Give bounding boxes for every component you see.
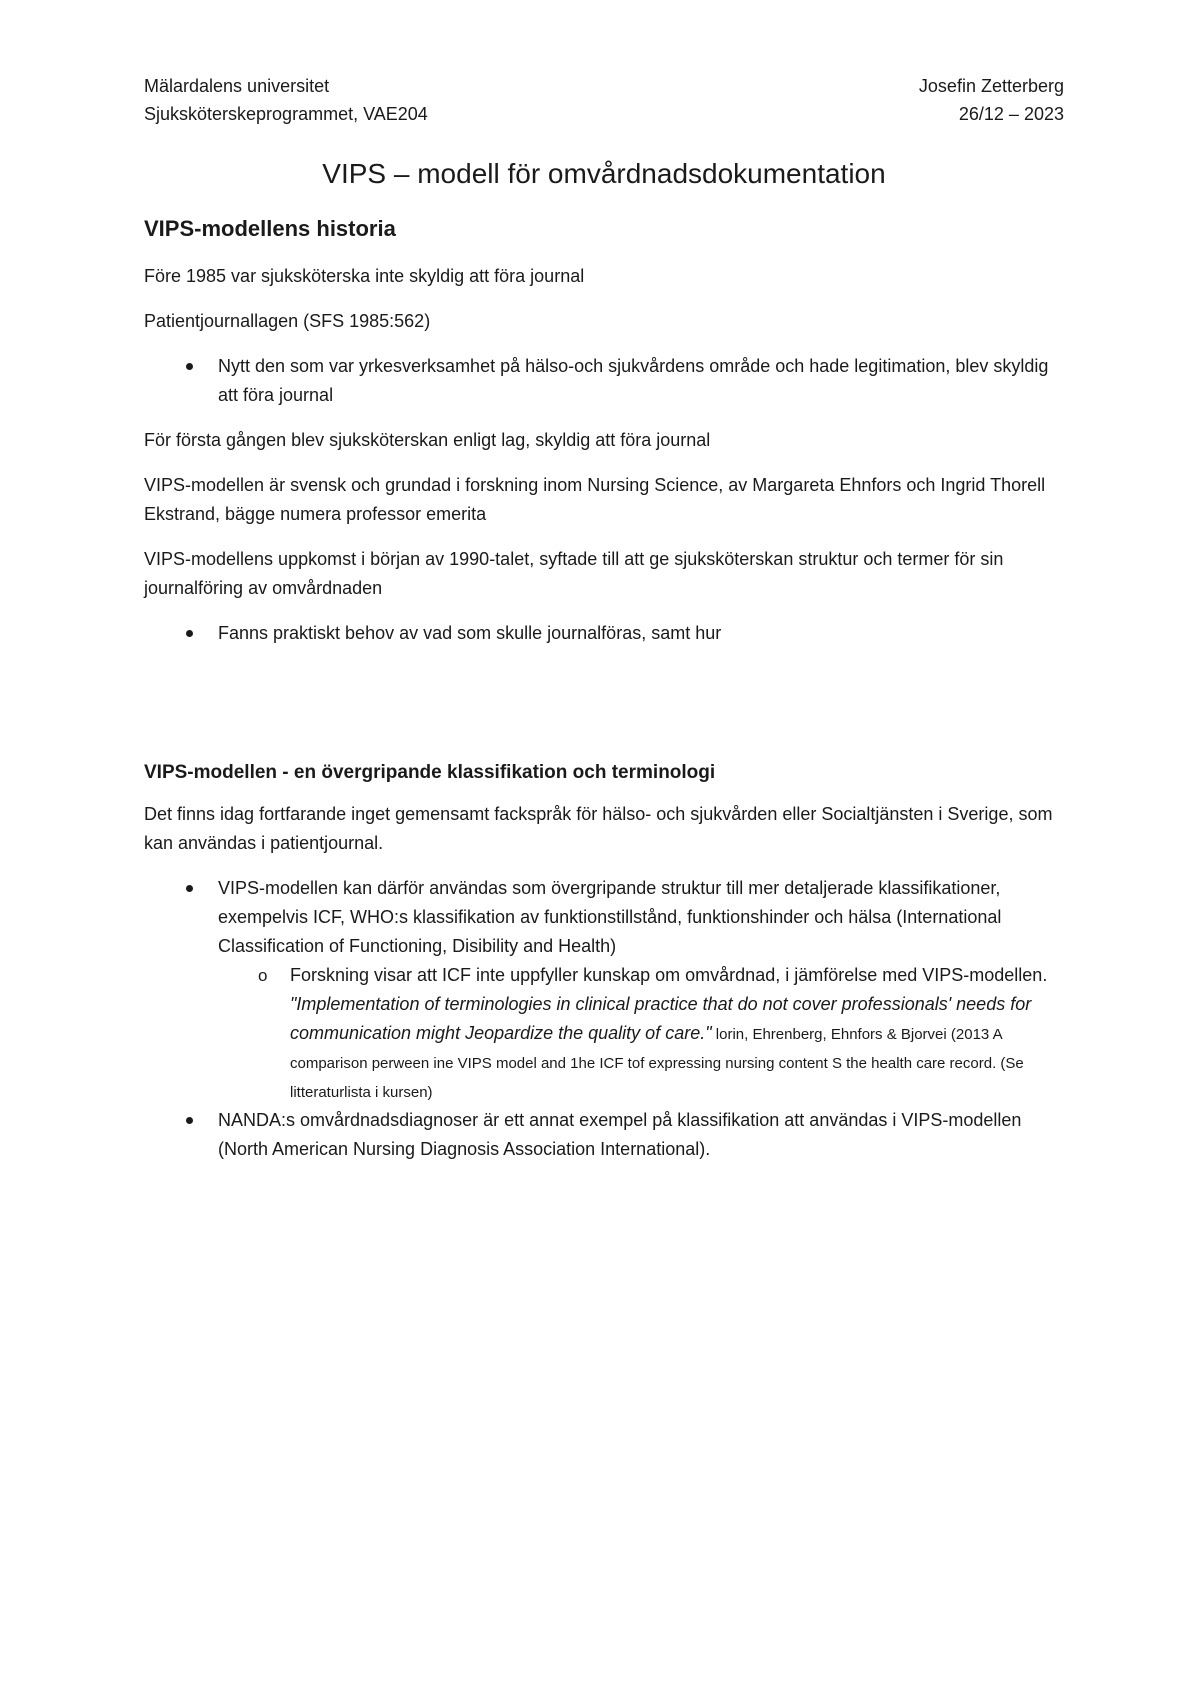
- section-heading-history: VIPS-modellens historia: [144, 216, 396, 241]
- paragraph: VIPS-modellen är svensk och grundad i forskning inom Nursing Science, av Margareta Ehnfors och Ingrid Thorell Ekstrand, bägge numera professor emerita: [144, 475, 1046, 524]
- header-right: [919, 72, 1064, 128]
- circle-bullet-icon: o: [258, 966, 268, 985]
- sub-list-item-text: Forskning visar att ICF inte uppfyller kunskap om omvårdnad, i jämförelse med VIPS-modellen.: [290, 965, 1048, 985]
- paragraph: Före 1985 var sjuksköterska inte skyldig att föra journal: [144, 266, 585, 286]
- list-item-text: NANDA:s omvårdnadsdiagnoser är ett annat exempel på klassifikation att användas i VIPS-modellen (North American Nursing Diagnosis Association International).: [218, 1110, 1022, 1159]
- bullet-list: [144, 619, 1064, 648]
- bullet-list: [144, 874, 1064, 1164]
- section-heading-classification: VIPS-modellen - en övergripande klassifikation och terminologi: [144, 762, 716, 783]
- paragraph: Patientjournallagen (SFS 1985:562): [144, 311, 431, 331]
- bullet-icon: [186, 885, 193, 892]
- document-body: [144, 214, 1064, 1180]
- bullet-icon: [186, 363, 193, 370]
- program-name: Sjuksköterskeprogrammet, VAE204: [144, 104, 428, 124]
- paragraph: För första gången blev sjuksköterskan enligt lag, skyldig att föra journal: [144, 430, 711, 450]
- bullet-icon: [186, 1117, 193, 1124]
- sub-list-item: [218, 961, 1064, 1106]
- university-name: Mälardalens universitet: [144, 76, 330, 96]
- citation: lorin, Ehrenberg, Ehnfors & Bjorvei (2013 A comparison perween ine VIPS model and 1he ICF tof expressing nursing content S the health care record. (Se litteraturlista i kursen): [290, 1026, 1024, 1101]
- header-left: [144, 72, 428, 128]
- author-name: Josefin Zetterberg: [918, 76, 1064, 96]
- bullet-list: [144, 352, 1064, 410]
- research-quote: "Implementation of terminologies in clinical practice that do not cover professionals' needs for communication might Jeopardize the quality of care.": [290, 994, 1032, 1043]
- list-item: [144, 1106, 1064, 1164]
- list-item-text: Fanns praktiskt behov av vad som skulle journalföras, samt hur: [218, 623, 722, 643]
- list-item-text: Nytt den som var yrkesverksamhet på hälso-och sjukvårdens område och hade legitimation, blev skyldig att föra journal: [218, 356, 1049, 405]
- paragraph: Det finns idag fortfarande inget gemensamt fackspråk för hälso- och sjukvården eller Socialtjänsten i Sverige, som kan användas i patientjournal.: [144, 804, 1053, 853]
- list-item: [144, 619, 1064, 648]
- list-item: [144, 874, 1064, 1106]
- list-item: [144, 352, 1064, 410]
- document-title: VIPS – modell för omvårdnadsdokumentation: [322, 158, 886, 189]
- paragraph: VIPS-modellens uppkomst i början av 1990-talet, syftade till att ge sjuksköterskan struktur och termer för sin journalföring av omvårdnaden: [144, 549, 1004, 598]
- list-item-text: VIPS-modellen kan därför användas som övergripande struktur till mer detaljerade klassifikationer, exempelvis ICF, WHO:s klassifikation av funktionstillstånd, funktionshinder och hälsa (International Classification of Functioning, Disibility and Health): [218, 878, 1002, 956]
- document-date: 26/12 – 2023: [958, 104, 1064, 124]
- bullet-icon: [186, 630, 193, 637]
- sub-bullet-list: [218, 961, 1064, 1106]
